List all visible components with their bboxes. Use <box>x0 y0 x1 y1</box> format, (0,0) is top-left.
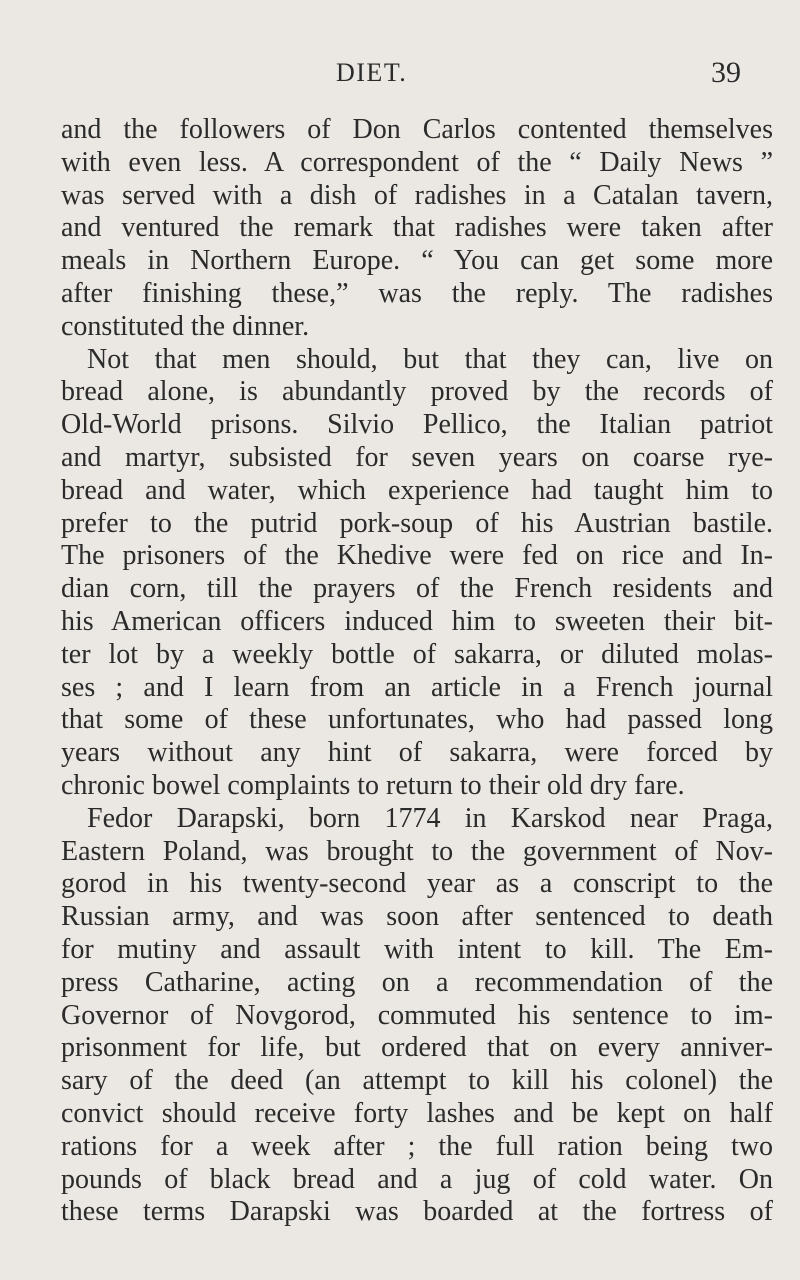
running-head: DIET. <box>336 58 408 87</box>
text-line: Russian army, and was soon after sentenced to death <box>61 901 773 933</box>
text-line: chronic bowel complaints to return to their old dry fare. <box>61 769 685 801</box>
text-line: and martyr, subsisted for seven years on coarse rye- <box>61 441 773 473</box>
text-line: Fedor Darapski, born 1774 in Karskod near Praga, <box>87 802 773 834</box>
text-line: dian corn, till the prayers of the French residents and <box>61 573 773 605</box>
page-header <box>0 56 800 90</box>
text-line: for mutiny and assault with intent to kill. The Em- <box>61 933 773 965</box>
text-line: ses ; and I learn from an article in a French journal <box>61 671 773 703</box>
body-text <box>61 114 773 1229</box>
text-line: pounds of black bread and a jug of cold water. On <box>61 1163 773 1195</box>
text-line: gorod in his twenty-second year as a conscript to the <box>61 868 773 900</box>
text-line: constituted the dinner. <box>61 310 310 342</box>
text-line: these terms Darapski was boarded at the fortress of <box>61 1196 773 1228</box>
text-line: after finishing these,” was the reply. The radishes <box>61 277 773 309</box>
text-line: years without any hint of sakarra, were forced by <box>61 737 773 769</box>
text-line: prefer to the putrid pork-soup of his Austrian bastile. <box>61 507 773 539</box>
text-line: sary of the deed (an attempt to kill his colonel) the <box>61 1065 773 1097</box>
text-line: Governor of Novgorod, commuted his sentence to im- <box>61 999 773 1031</box>
text-line: his American officers induced him to sweeten their bit- <box>61 605 773 637</box>
text-line: bread and water, which experience had taught him to <box>61 474 773 506</box>
text-line: that some of these unfortunates, who had passed long <box>61 704 773 736</box>
text-line: prisonment for life, but ordered that on every anniver- <box>61 1032 773 1064</box>
text-line: Old-World prisons. Silvio Pellico, the Italian patriot <box>61 409 773 441</box>
text-line: and ventured the remark that radishes were taken after <box>61 212 773 244</box>
text-line: rations for a week after ; the full ration being two <box>61 1130 773 1162</box>
text-line: press Catharine, acting on a recommendation of the <box>61 966 773 998</box>
text-line: was served with a dish of radishes in a Catalan tavern, <box>61 179 773 211</box>
text-line: Eastern Poland, was brought to the government of Nov- <box>61 835 773 867</box>
text-line: bread alone, is abundantly proved by the records of <box>61 376 773 408</box>
text-line: Not that men should, but that they can, live on <box>87 343 773 375</box>
text-line: and the followers of Don Carlos contented themselves <box>61 114 773 145</box>
text-line: ter lot by a weekly bottle of sakarra, or diluted molas- <box>61 638 773 670</box>
text-line: with even less. A correspondent of the “ Daily News ” <box>61 146 773 178</box>
text-line: meals in Northern Europe. “ You can get some more <box>61 245 773 277</box>
text-line: convict should receive forty lashes and be kept on half <box>61 1097 773 1129</box>
page-number: 39 <box>711 56 741 89</box>
text-line: The prisoners of the Khedive were fed on rice and In- <box>61 540 773 572</box>
